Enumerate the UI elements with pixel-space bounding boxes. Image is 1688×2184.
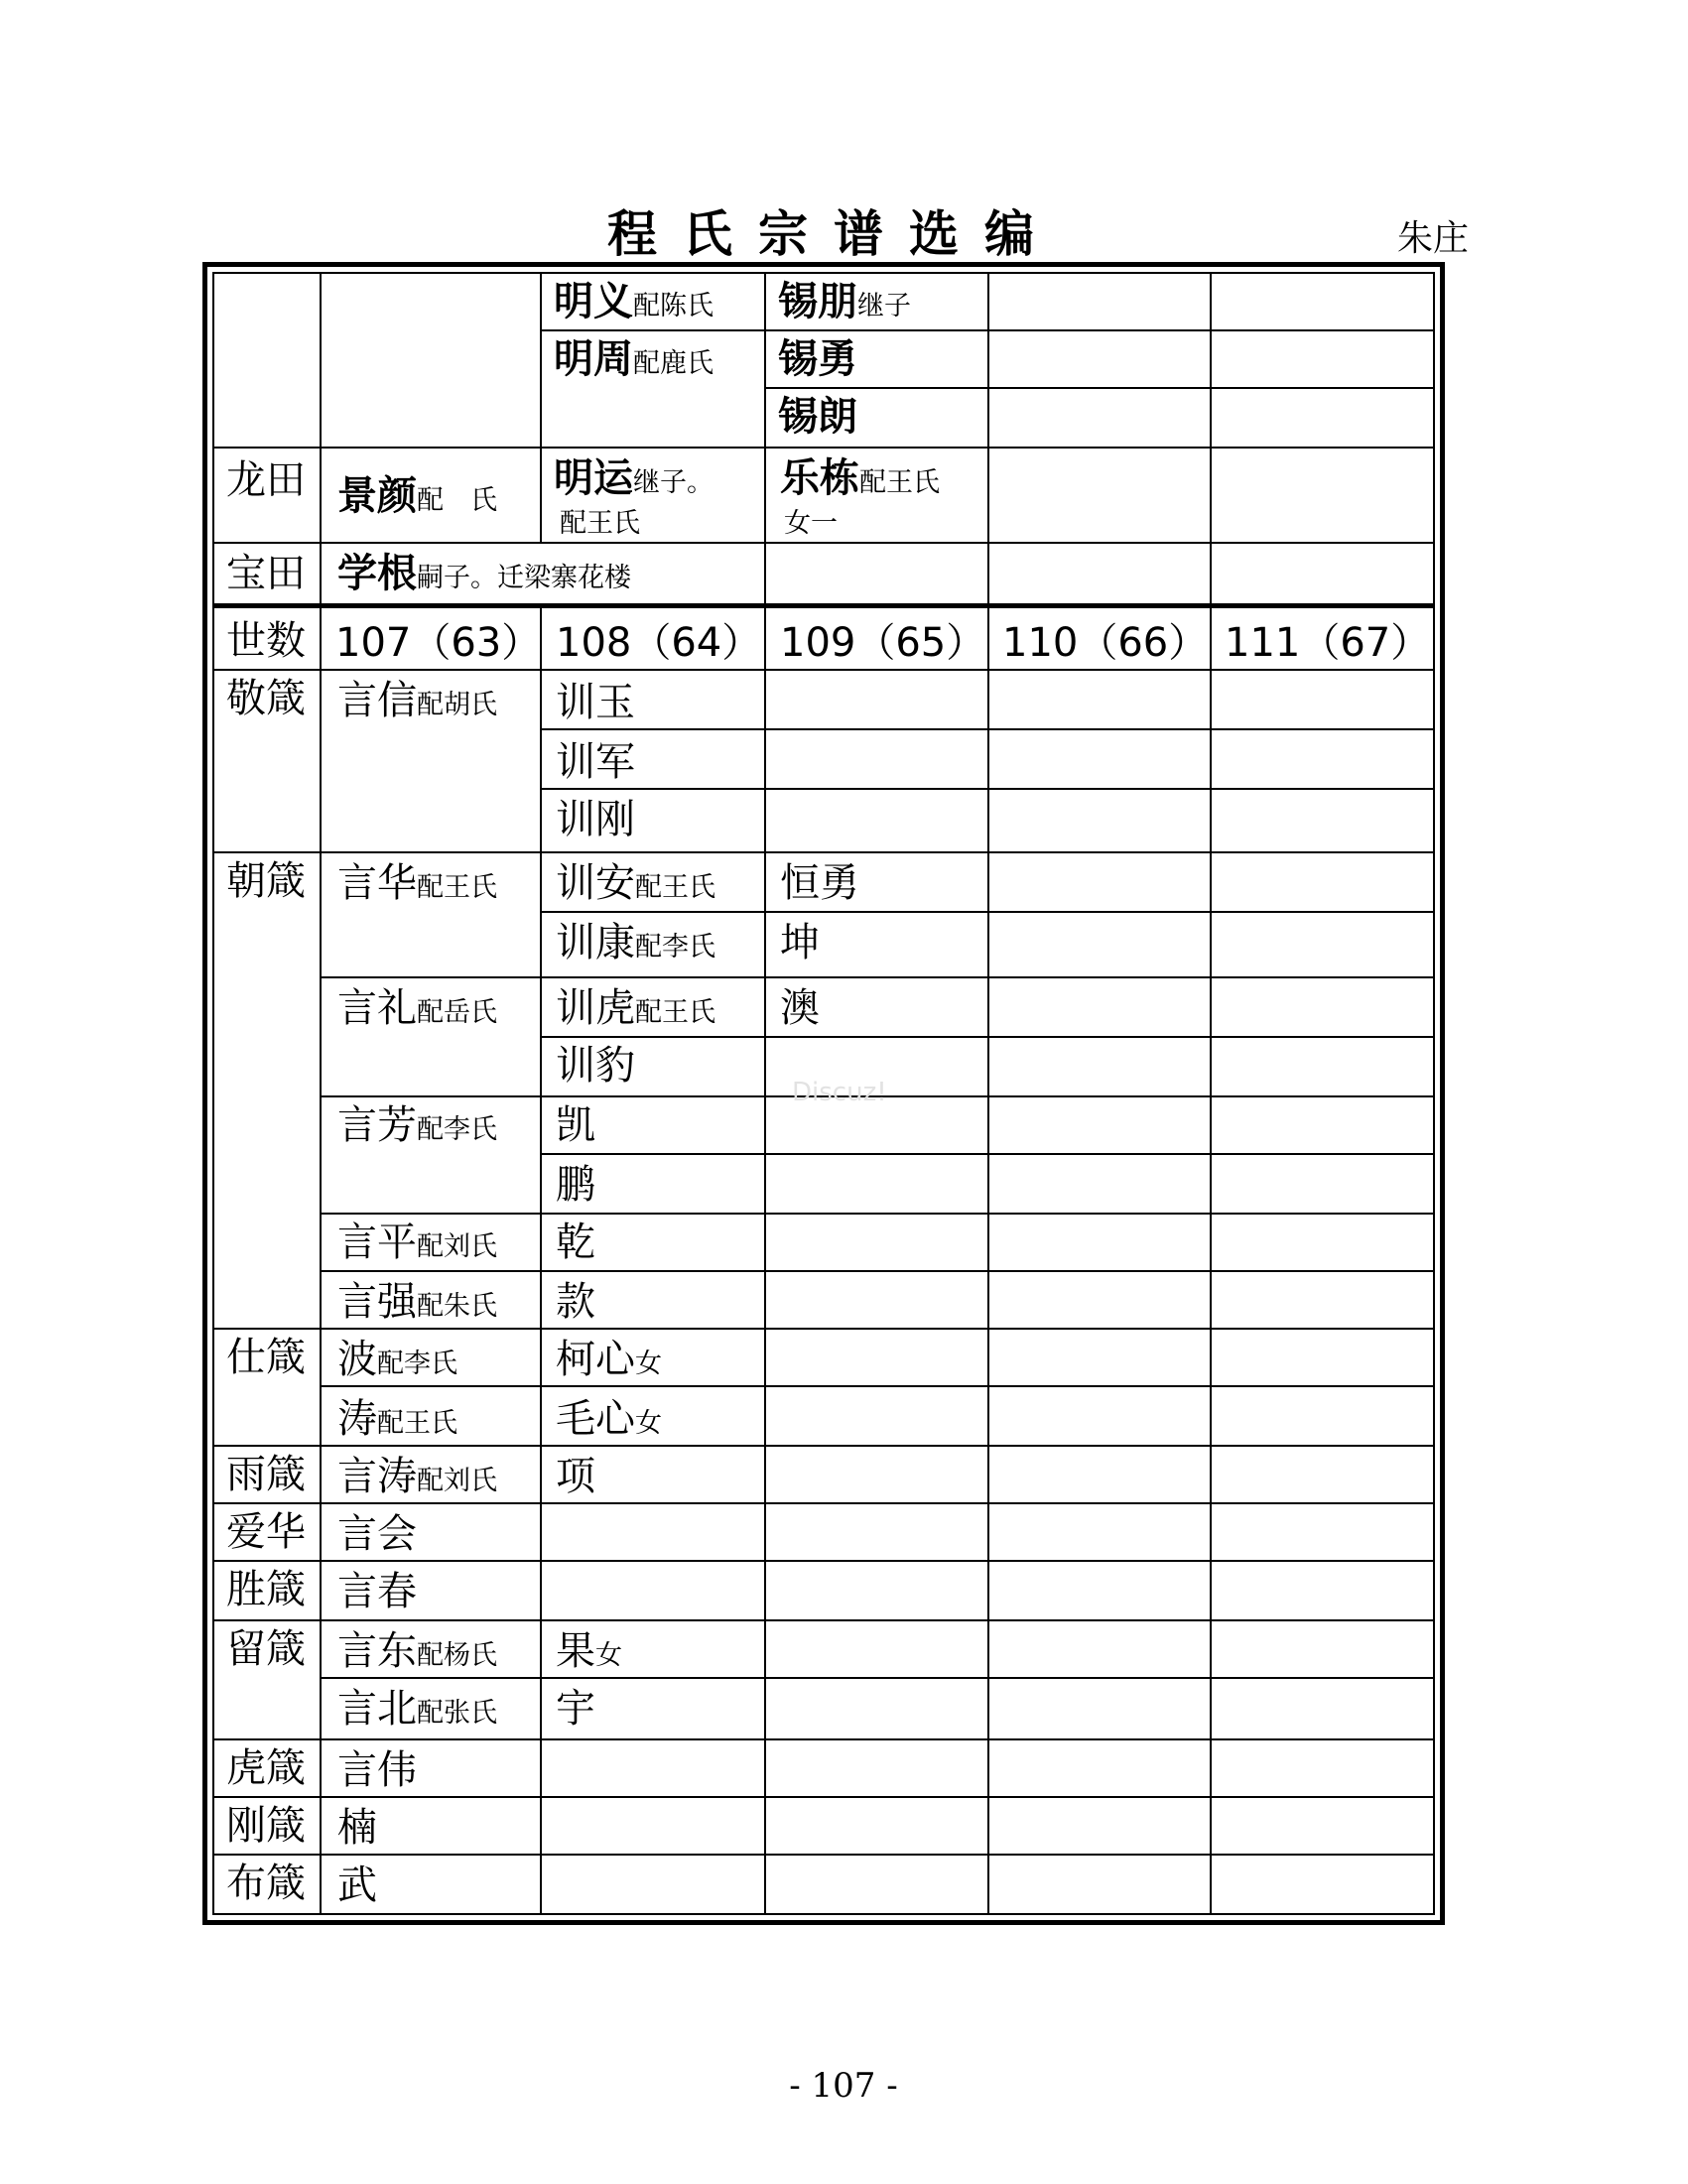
entry-name: 明运继子。	[554, 455, 714, 501]
row-line	[214, 1738, 1433, 1740]
branch-place: 仕箴	[226, 1335, 306, 1380]
generation-110: 110（66）	[1002, 620, 1209, 666]
watermark: Discuz!	[792, 1078, 887, 1107]
entry-name: 款	[556, 1279, 595, 1325]
entry-name: 训安配王氏	[556, 860, 715, 906]
branch-place: 胜箴	[226, 1567, 306, 1612]
entry-name: 言华配王氏	[337, 860, 497, 906]
entry-name: 柯心女	[556, 1337, 662, 1382]
row-line	[214, 447, 1433, 449]
row-line	[320, 1270, 1433, 1272]
section-separator	[212, 603, 1435, 608]
generation-label: 世数	[226, 618, 306, 664]
entry-name: 言涛配刘氏	[337, 1454, 497, 1499]
entry-name: 项	[556, 1454, 595, 1499]
row-line	[214, 1328, 1433, 1330]
row-line	[540, 329, 1433, 331]
row-line	[320, 976, 1433, 978]
entry-name: 果女	[556, 1628, 622, 1674]
entry-name: 波配李氏	[337, 1337, 457, 1382]
row-line	[214, 1560, 1433, 1562]
row-line	[214, 1502, 1433, 1504]
row-line	[320, 1677, 1433, 1679]
entry-name: 锡勇	[778, 336, 857, 382]
entry-name: 言春	[337, 1569, 417, 1614]
generation-109: 109（65）	[780, 620, 986, 666]
row-line	[214, 851, 1433, 853]
entry-name: 言北配张氏	[337, 1686, 497, 1732]
col-line-3	[764, 274, 766, 1913]
entry-name: 宇	[556, 1686, 595, 1732]
entry-name: 言平配刘氏	[337, 1220, 497, 1265]
entry-name: 言信配胡氏	[337, 678, 497, 723]
branch-place: 雨箴	[226, 1452, 306, 1497]
entry-name: 恒勇	[780, 860, 859, 906]
branch-place: 朝箴	[226, 858, 306, 904]
page-title: 程氏宗谱选编	[607, 204, 1060, 263]
entry-name: 言礼配岳氏	[337, 985, 497, 1031]
branch-place: 爱华	[226, 1509, 306, 1555]
entry-name: 武	[337, 1863, 377, 1908]
entry-name: 涛配王氏	[337, 1396, 457, 1442]
entry-name: 坤	[780, 920, 820, 965]
col-line-5	[1210, 274, 1212, 1913]
entry-name: 乾	[556, 1220, 595, 1265]
entry-name: 训刚	[556, 797, 635, 842]
entry-name: 楠	[337, 1805, 377, 1851]
row-line	[214, 542, 1433, 544]
col-line-2-lower	[540, 607, 542, 1913]
entry-name: 学根嗣子。迁梁寨花楼	[337, 551, 631, 596]
row-line	[764, 387, 1433, 389]
col-line-2-upper	[540, 274, 542, 544]
entry-name: 言芳配李氏	[337, 1102, 497, 1148]
entry-name: 训虎配王氏	[556, 985, 715, 1031]
entry-name: 训豹	[556, 1043, 635, 1089]
entry-note: 配王氏	[560, 508, 640, 539]
row-line	[320, 1213, 1433, 1215]
branch-place: 虎箴	[226, 1745, 306, 1791]
branch-place: 宝田	[226, 551, 306, 596]
col-line-1	[320, 274, 322, 1913]
row-line	[540, 911, 1433, 913]
branch-place: 刚箴	[226, 1803, 306, 1849]
entry-name: 言会	[337, 1511, 417, 1557]
entry-name: 言强配朱氏	[337, 1279, 497, 1325]
generation-108: 108（64）	[556, 620, 762, 666]
row-line	[214, 1796, 1433, 1798]
row-line	[540, 1153, 1433, 1155]
row-line	[540, 788, 1433, 790]
col-line-4	[987, 274, 989, 1913]
entry-name: 乐栋配王氏	[780, 455, 940, 501]
entry-name: 毛心女	[556, 1396, 662, 1442]
branch-place: 布箴	[226, 1861, 306, 1906]
row-line	[214, 1854, 1433, 1856]
entry-name: 锡朗	[778, 394, 857, 440]
entry-name: 澳	[780, 985, 820, 1031]
entry-name: 凯	[556, 1102, 595, 1148]
branch-place: 留箴	[226, 1626, 306, 1672]
entry-note: 女一	[784, 508, 838, 539]
row-line	[540, 728, 1433, 730]
row-line	[320, 1385, 1433, 1387]
entry-name: 训军	[556, 739, 635, 785]
entry-name: 锡朋继子	[778, 279, 911, 324]
entry-name: 训玉	[556, 680, 635, 725]
branch-place: 龙田	[226, 457, 306, 503]
row-line	[214, 669, 1433, 671]
entry-name: 景颜配 氏	[337, 473, 497, 519]
row-line	[540, 1036, 1433, 1038]
page-number: - 107 -	[789, 2066, 898, 2106]
entry-name: 明周配鹿氏	[554, 336, 714, 382]
entry-name: 训康配李氏	[556, 920, 715, 965]
entry-name: 鹏	[556, 1162, 595, 1208]
branch-place: 敬箴	[226, 676, 306, 721]
entry-name: 明义配陈氏	[554, 279, 714, 324]
entry-name: 言伟	[337, 1747, 417, 1793]
generation-111: 111（67）	[1225, 620, 1431, 666]
entry-name: 言东配杨氏	[337, 1628, 497, 1674]
row-line	[214, 1619, 1433, 1621]
location-label: 朱庄	[1397, 218, 1470, 259]
row-line	[214, 1445, 1433, 1447]
generation-107: 107（63）	[335, 620, 542, 666]
